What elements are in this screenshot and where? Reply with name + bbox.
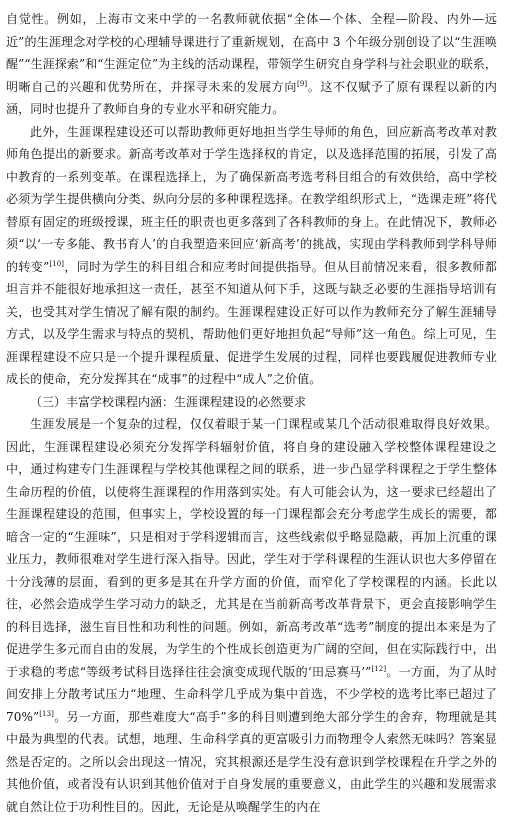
paragraph-1 (6, 8, 497, 121)
citation-ref: [12] (371, 664, 387, 673)
paragraph-3 (6, 413, 497, 818)
paragraph-3-mid: 。一方面，为了从时间安排上分散考试压力“地理、生命科学几乎成为集中首选，不少学校的选考比率已超过了 70%” (6, 664, 497, 724)
paragraph-1-text: 自觉性。例如，上海市文来中学的一名教师就依据“全体—个体、全程—阶段、内外—远近”的生涯理念对学校的心理辅导课进行了重新规划，在高中 3 个年级分别创设了以“生涯唤醒”“生涯探索”和“生涯定位”为主线的活动课程，带领学生研究自身学科与社会职业的联系，明晰自己的兴趣和优势所在，并探寻未来的发展方向 (6, 12, 497, 94)
citation-ref: [10] (49, 259, 65, 268)
paragraph-3-text: 生涯发展是一个复杂的过程，仅仅着眼于某一门课程或某几个活动很难取得良好效果。因此，生涯课程建设必须充分发挥学科辐射价值，将自身的建设融入学校整体课程建设之中，通过构建专门生涯课程与学校其他课程之间的联系，进一步凸显学科课程之于学生整体生命历程的价值，以使将生涯课程的作用落到实处。有人可能会认为，这一要求已经超出了生涯课程建设的范围，但事实上，学校设置的每一门课程都会充分考虑学生成长的需要，都暗含一定的“生涯味”，只是相对于学科逻辑而言，这些线索似乎略显隐蔽，再加上沉重的课业压力，教师很难对学生进行深入指导。因此，学生对于学科课程的生涯认识也大多停留在十分浅薄的层面，看到的更多是其在升学方面的价值，而窄化了学校课程的内涵。长此以往，必然会造成学生学习动力的缺乏，尤其是在当前新高考改革背景下，更会直接影响学生的科目选择，滋生盲目性和功利性的问题。例如，新高考改革“选考”制度的提出本来是为了促进学生多元而自由的发展，为学生的个性成长创造更为广阔的空间，但在实际践行中，出于求稳的考虑“等级考试科目选择往往会演变成现代版的‘田忌赛马’” (6, 417, 497, 679)
citation-ref: [9] (296, 79, 308, 88)
citation-ref: [13] (39, 709, 54, 718)
paragraph-3-tail: 。另一方面，那些难度大“高手”多的科目则遭到绝大部分学生的舍弃，物理就是其中最为典型的代表。试想，地理、生命科学真的更富吸引力而物理令人索然无味吗？答案显然是否定的。之所以会出现这一情况，究其根源还是学生没有意识到学校课程在升学之外的其他价值，或者没有认识到其他价值对于自身发展的重要意义，由此学生的兴趣和发展需求就自然让位于功利性目的。因此，无论是从唤醒学生的内在 (6, 709, 497, 814)
section-heading: （三）丰富学校课程内涵：生涯课程建设的必然要求 (30, 394, 307, 409)
paragraph-2-tail: ，同时为学生的科目组合和应考时间提供指导。但从目前情况来看，很多教师都坦言并不能很好地承担这一责任，甚至不知道从何下手，这既与缺乏必要的生涯指导培训有关，也受其对学生情况了解有限的制约。生涯课程建设正好可以作为教师充分了解生涯辅导方式，以及学生需求与特点的契机，帮助他们更好地担负起“导师”这一角色。综上可见，生涯课程建设不应只是一个提升课程质量、促进学生发展的过程，同样也要践履促进教师专业成长的使命，充分发挥其在“成事”的过程中“成人”之价值。 (6, 259, 497, 386)
paragraph-2 (6, 121, 497, 391)
paragraph-1-tail: 。这不仅赋予了原有课程以新的内涵，同时也提升了教师自身的专业水平和研究能力。 (6, 79, 497, 116)
paragraph-2-text: 此外，生涯课程建设还可以帮助教师更好地担当学生导师的角色，回应新高考改革对教师角色提出的新要求。新高考改革对于学生选择权的肯定，以及选择范围的拓展，引发了高中教育的一系列变革。在课程选择上，为了确保新高考选考科目组合的有效供给，高中学校必须为学生提供横向分类、纵向分层的多种课程选择。在教学组织形式上，“选课走班”将代替原有固定的班级授课，班主任的职责也更多落到了各科教师的身上。在此情况下，教师必须“以‘一专多能、教书育人’的自我塑造来回应‘新高考’的挑战，实现由学科教师到学科导师的转变” (6, 124, 497, 274)
